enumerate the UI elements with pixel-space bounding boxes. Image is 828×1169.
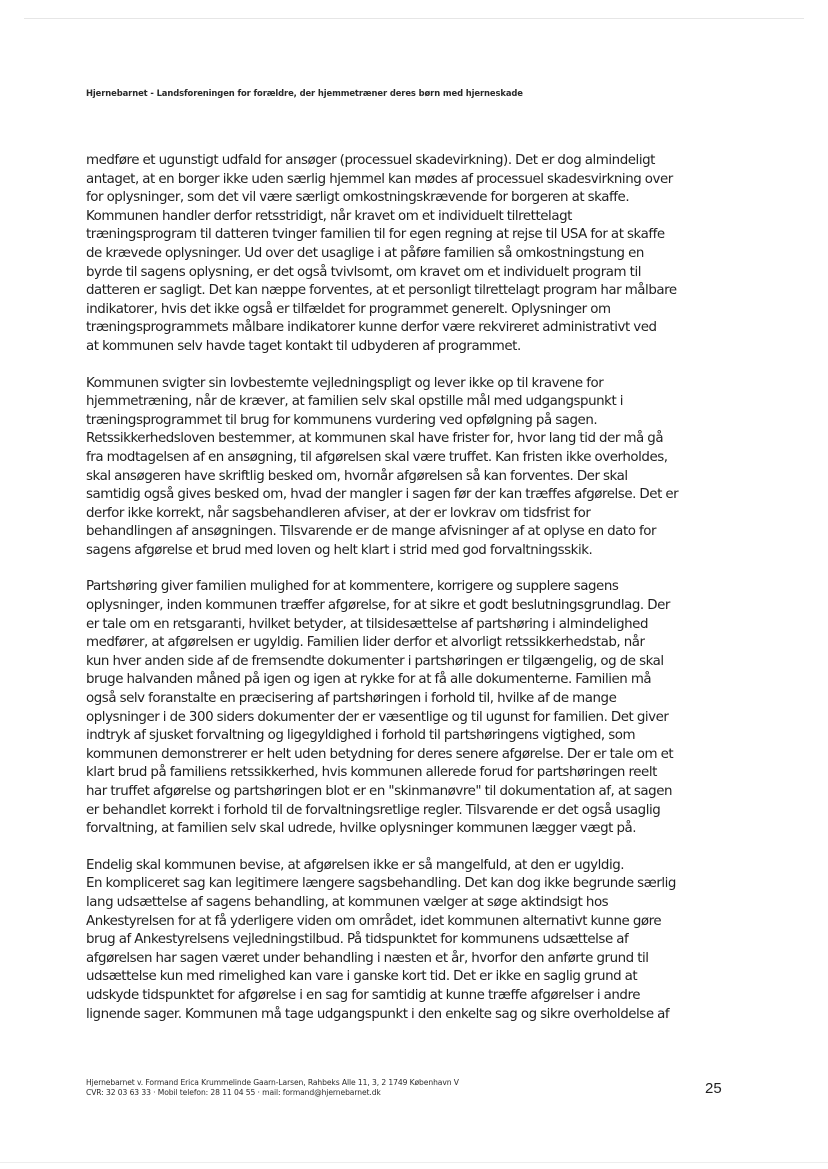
scan-edge-top	[24, 18, 804, 19]
text-line: medføre et ugunstigt udfald for ansøger (processuel skadevirkning). Det er dog almindeligt	[86, 153, 655, 168]
text-line: En kompliceret sag kan legitimere længere sagsbehandling. Det kan dog ikke begrunde særlig	[86, 876, 676, 892]
text-line: er behandlet korrekt i forhold til de forvaltningsretlige regler. Tilsvarende er det også usaglig	[86, 802, 661, 818]
text-line: indtryk af sjusket forvaltning og ligegyldighed i forhold til partshøringens vigtighed, som	[86, 728, 636, 744]
text-line: oplysninger, inden kommunen træffer afgørelse, for at sikre et godt beslutningsgrundlag. Der	[86, 598, 670, 614]
text-line: træningsprogrammet til brug for kommunens vurdering ved opfølgning på sagen.	[86, 412, 598, 428]
text-line: de krævede oplysninger. Ud over det usaglige i at påføre familien så omkostningstung en	[86, 245, 644, 261]
text-line: at kommunen selv havde taget kontakt til udbyderen af programmet.	[86, 338, 521, 354]
text-line: lang udsættelse af sagens behandling, at kommunen vælger at søge aktindsigt hos	[86, 894, 609, 910]
text-line: træningsprogram til datteren tvinger familien til for egen regning at rejse til USA for at skaffe	[86, 227, 665, 243]
text-line: afgørelsen har sagen været under behandling i næsten et år, hvorfor den anførte grund til	[86, 950, 649, 966]
text-line: udskyde tidspunktet for afgørelse i en sag for samtidig at kunne træffe afgørelser i andre	[86, 987, 641, 1003]
text-line: samtidig også gives besked om, hvad der mangler i sagen før der kan træffes afgørelse. Det er	[86, 487, 679, 503]
text-line: forvaltning, at familien selv skal udrede, hvilke oplysninger kommunen lægger vægt på.	[86, 821, 637, 837]
text-line: Ankestyrelsen for at få yderligere viden om området, idet kommunen alternativt kunne gøre	[86, 913, 662, 929]
paragraph-1	[86, 152, 741, 357]
text-line: har truffet afgørelse og partshøringen blot er en "skinmanøvre" til dokumentation af, at sagen	[86, 784, 673, 799]
text-line: bruge halvanden måned på igen og igen at rykke for at få alle dokumenterne. Familien må	[86, 672, 652, 688]
text-line: fra modtagelsen af en ansøgning, til afgørelsen skal være truffet. Kan fristen ikke overholdes,	[86, 449, 668, 465]
text-line: træningsprogrammets målbare indikatorer kunne derfor være rekvireret administrativt ved	[86, 320, 657, 336]
footer-contact: CVR: 32 03 63 33 · Mobil telefon: 28 11 04 55 · mail: formand@hjernebarnet.dk	[86, 1088, 381, 1097]
text-line: Partshøring giver familien mulighed for at kommentere, korrigere og supplere sagens	[86, 579, 619, 595]
text-line: for oplysninger, som det vil være særligt omkostningskrævende for borgeren at skaffe.	[86, 190, 630, 206]
text-line: antaget, at en borger ikke uden særlig hjemmel kan mødes af processuel skadesvirkning over	[86, 171, 673, 187]
text-line: lignende sager. Kommunen må tage udgangspunkt i den enkelte sag og sikre overholdelse af	[86, 1006, 670, 1022]
scan-edge-bottom	[0, 1162, 828, 1163]
text-line: klart brud på familiens retssikkerhed, hvis kommunen allerede forud for partshøringen reelt	[86, 765, 657, 781]
document-body	[86, 152, 741, 1042]
text-line: er tale om en retsgaranti, hvilket betyder, at tilsidesættelse af partshøring i almindelighed	[86, 616, 649, 632]
text-line: behandlingen af ansøgningen. Tilsvarende er de mange afvisninger af at oplyse en dato for	[86, 524, 657, 540]
text-line: byrde til sagens oplysning, er det også tvivlsomt, om kravet om et individuelt program til	[86, 264, 641, 280]
text-line: derfor ikke korrekt, når sagsbehandleren afviser, at der er lovkrav om tidsfrist for	[86, 505, 591, 521]
text-line: hjemmetræning, når de kræver, at familien selv skal opstille mål med udgangspunkt i	[86, 394, 624, 410]
text-line: datteren er sagligt. Det kan næppe forventes, at et personligt tilrettelagt program har målbare	[86, 283, 677, 299]
paragraph-3	[86, 578, 741, 838]
text-line: kun hver anden side af de fremsendte dokumenter i partshøringen er tilgængelig, og de skal	[86, 653, 664, 669]
text-line: skal ansøgeren have skriftlig besked om, hvornår afgørelsen så kan forventes. Der skal	[86, 468, 628, 484]
text-line: Retssikkerhedsloven bestemmer, at kommunen skal have frister for, hvor lang tid der må gå	[86, 431, 664, 447]
text-line: også selv foranstalte en præcisering af partshøringen i forhold til, hvilke af de mange	[86, 691, 617, 707]
footer-address: Hjernebarnet v. Formand Erica Krummelinde Gaarn-Larsen, Rahbeks Alle 11, 3, 2 1749 København V	[86, 1078, 459, 1087]
page-footer	[86, 1078, 459, 1098]
page-number: 25	[705, 1080, 722, 1097]
text-line: brug af Ankestyrelsens vejledningstilbud. På tidspunktet for kommunens udsættelse af	[86, 932, 629, 948]
text-line: Kommunen svigter sin lovbestemte vejledningspligt og lever ikke op til kravene for	[86, 375, 604, 391]
text-line: udsættelse kun med rimelighed kan vare i ganske kort tid. Det er ikke en saglig grund at	[86, 969, 638, 985]
text-line: kommunen demonstrerer er helt uden betydning for deres senere afgørelse. Der er tale om et	[86, 746, 674, 762]
text-line: indikatorer, hvis det ikke også er tilfældet for programmet generelt. Oplysninger om	[86, 301, 611, 317]
page-header: Hjernebarnet - Landsforeningen for forældre, der hjemmetræner deres børn med hjerneskade	[86, 88, 523, 98]
text-line: Endelig skal kommunen bevise, at afgørelsen ikke er så mangelfuld, at den er ugyldig.	[86, 857, 625, 873]
paragraph-4	[86, 857, 741, 1024]
paragraph-2	[86, 375, 741, 561]
text-line: oplysninger i de 300 siders dokumenter der er væsentlige og til ugunst for familien. Det giver	[86, 709, 669, 725]
text-line: medfører, at afgørelsen er ugyldig. Familien lider derfor et alvorligt retssikkerhedstab, når	[86, 635, 645, 651]
text-line: sagens afgørelse et brud med loven og helt klart i strid med god forvaltningsskik.	[86, 542, 593, 558]
text-line: Kommunen handler derfor retsstridigt, når kravet om et individuelt tilrettelagt	[86, 208, 572, 224]
